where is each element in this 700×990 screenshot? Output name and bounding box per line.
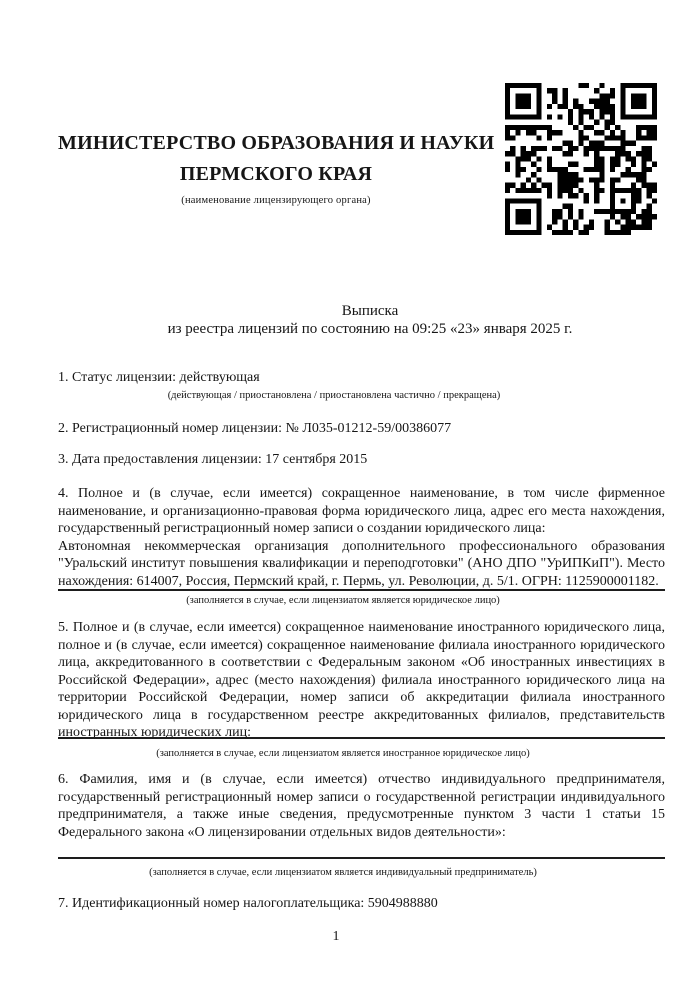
authority-name-line1: МИНИСТЕРСТВО ОБРАЗОВАНИЯ И НАУКИ <box>58 132 495 154</box>
licensing-authority-header <box>58 128 494 207</box>
item-6-caption: (заполняется в случае, если лицензиатом является индивидуальный предприниматель) <box>149 867 537 878</box>
document-title <box>60 303 680 338</box>
item-1-license-status: 1. Статус лицензии: действующая <box>58 370 260 385</box>
page-number: 1 <box>332 929 340 944</box>
authority-name-caption: (наименование лицензирующего органа) <box>181 195 371 206</box>
item-6-field-rule <box>58 857 665 859</box>
item-4-question: 4. Полное и (в случае, если имеется) сокращенное наименование, в том числе фирменное наименование, и организационно-правовая форма юридического лица, адрес его места нахождения, государственный регистрационный номер записи о создании юридического лица: <box>58 486 665 536</box>
item-5-foreign-entity: 5. Полное и (в случае, если имеется) сокращенное наименование иностранного юридического лица, полное и (в случае, если имеется) сокращенное наименование филиала иностранного юридического лица, аккредитованного в соответствии с Федеральным законом «Об иностранных инвестициях в Российской Федерации», адрес (место нахождения) филиала иностранного юридического лица на территории Российской Федерации, номер записи об аккредитации филиала иностранного юридического лица в государственном реестре аккредитованных филиалов, представительств иностранных юридических лиц: <box>58 620 665 740</box>
item-1-caption: (действующая / приостановлена / приостановлена частично / прекращена) <box>167 390 501 401</box>
item-4-legal-entity <box>58 485 665 590</box>
item-4-value: Автономная некоммерческая организация дополнительного профессионального образования "Уральский институт повышения квалификации и переподготовки" (АНО ДПО "УрИПКиП"). Место нахождения: 614007, Россия, Пермский край, г. Пермь, ул. Революции, д. 5/1. ОГРН: 1125900001182. <box>58 538 665 589</box>
document-title-line1: Выписка <box>341 303 399 319</box>
item-5-field-rule <box>58 737 665 739</box>
item-4-caption: (заполняется в случае, если лицензиатом является юридическое лицо) <box>186 595 500 606</box>
item-5-caption: (заполняется в случае, если лицензиатом является иностранное юридическое лицо) <box>156 748 530 759</box>
item-6-entrepreneur: 6. Фамилия, имя и (в случае, если имеется) отчество индивидуального предпринимателя, государственный регистрационный номер записи о государственной регистрации индивидуального предпринимателя, а также иные сведения, предусмотренные пунктом 3 части 1 статьи 15 Федерального закона «О лицензировании отдельных видов деятельности»: <box>58 772 665 840</box>
qr-code-icon <box>505 83 657 235</box>
item-4-field-rule <box>58 589 665 591</box>
item-3-grant-date: 3. Дата предоставления лицензии: 17 сентября 2015 <box>58 452 368 467</box>
authority-name-line2: ПЕРМСКОГО КРАЯ <box>179 163 373 185</box>
document-title-line2: из реестра лицензий по состоянию на 09:25 «23» января 2025 г. <box>167 320 573 337</box>
item-2-registration-number: 2. Регистрационный номер лицензии: № Л035-01212-59/00386077 <box>58 421 452 436</box>
item-7-taxpayer-id: 7. Идентификационный номер налогоплательщика: 5904988880 <box>58 896 438 911</box>
